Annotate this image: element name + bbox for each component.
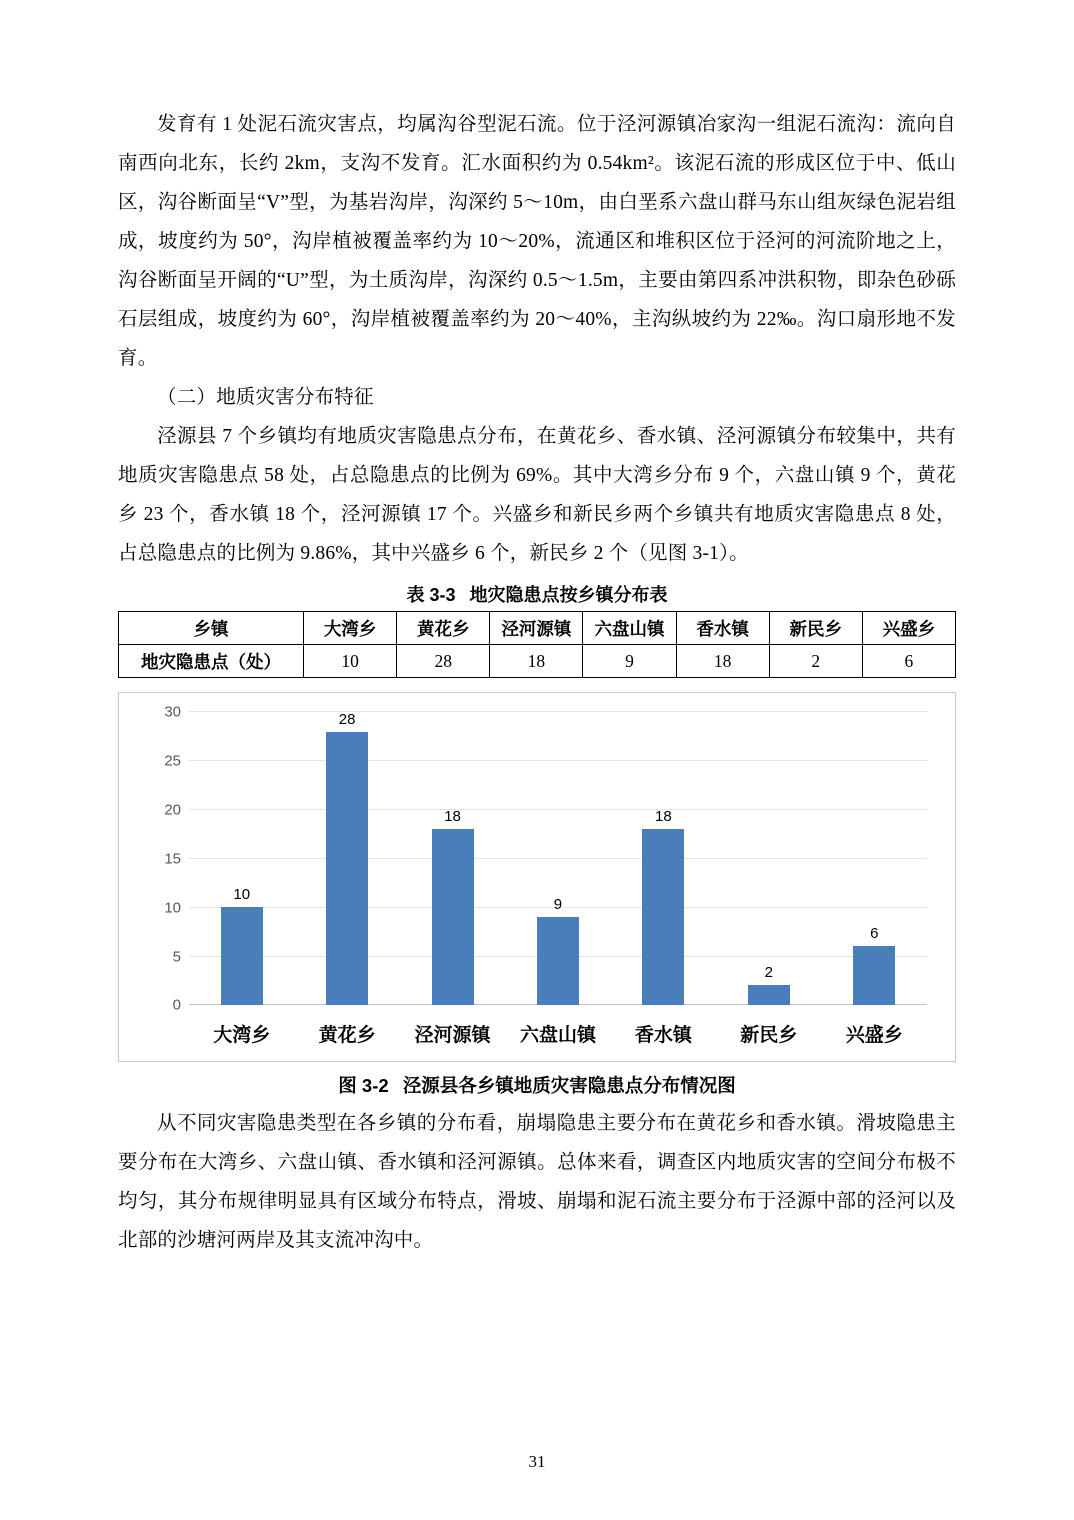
bar-value-label: 9 xyxy=(553,895,563,913)
y-tick-label: 5 xyxy=(172,948,181,966)
bar xyxy=(537,917,579,1005)
chart-plot-area xyxy=(164,703,927,1014)
bar xyxy=(326,732,368,1005)
figure-caption-number: 图 3-2 xyxy=(338,1075,389,1096)
bar xyxy=(221,907,263,1005)
table-header-cell: 六盘山镇 xyxy=(583,612,676,645)
x-tick-label: 新民乡 xyxy=(740,1025,798,1046)
table-header-cell: 兴盛乡 xyxy=(862,612,955,645)
x-tick-label: 香水镇 xyxy=(634,1025,692,1046)
bar xyxy=(853,946,895,1005)
x-tick-label: 泾河源镇 xyxy=(414,1025,491,1046)
y-tick-label: 15 xyxy=(164,850,181,868)
x-tick-label: 六盘山镇 xyxy=(519,1025,596,1046)
table-cell: 28 xyxy=(397,645,490,678)
table-caption xyxy=(118,581,956,607)
table-header-cell: 地灾隐患点（处） xyxy=(119,645,304,678)
table-row xyxy=(119,612,956,645)
section-heading-distribution: （二）地质灾害分布特征 xyxy=(157,387,374,408)
bar-chart xyxy=(118,692,956,1062)
bar-series xyxy=(189,711,927,1005)
table-caption-title: 地灾隐患点按乡镇分布表 xyxy=(469,585,668,605)
bar-value-label: 18 xyxy=(444,807,461,825)
paragraph-distribution: 泾源县 7 个乡镇均有地质灾害隐患点分布，在黄花乡、香水镇、泾河源镇分布较集中，共有地质灾害隐患点 58 处，占总隐患点的比例为 69%。其中大湾乡分布 9 个，六盘山镇 9 个，黄花乡 23 个，香水镇 18 个，泾河源镇 17 个。兴盛乡和新民乡两个乡镇共有地质灾害隐患点 8 处，占总隐患点的比例为 9.86%，其中兴盛乡 6 个，新民乡 2 个（见图 3-1）。 xyxy=(118,426,956,564)
figure-caption xyxy=(118,1072,956,1098)
figure-caption-title: 泾源县各乡镇地质灾害隐患点分布情况图 xyxy=(402,1075,736,1096)
bar-value-label: 18 xyxy=(655,807,672,825)
bar-value-label: 10 xyxy=(233,886,251,904)
table-cell: 18 xyxy=(490,645,583,678)
bar-column xyxy=(408,711,498,1005)
bar-column xyxy=(618,711,708,1005)
bar-column xyxy=(829,711,919,1005)
x-tick-label: 黄花乡 xyxy=(318,1025,376,1046)
y-tick-label: 0 xyxy=(172,996,181,1014)
table-header-cell: 泾河源镇 xyxy=(490,612,583,645)
distribution-table xyxy=(118,611,956,678)
x-tick-label: 大湾乡 xyxy=(213,1025,271,1046)
table-header-cell: 乡镇 xyxy=(119,612,304,645)
table-header-cell: 黄花乡 xyxy=(397,612,490,645)
x-tick-label: 兴盛乡 xyxy=(845,1025,903,1046)
table-header-cell: 香水镇 xyxy=(676,612,769,645)
y-tick-label: 25 xyxy=(164,752,181,770)
paragraph-type-distribution: 从不同灾害隐患类型在各乡镇的分布看，崩塌隐患主要分布在黄花乡和香水镇。滑坡隐患主要分布在大湾乡、六盘山镇、香水镇和泾河源镇。总体来看，调查区内地质灾害的空间分布极不均匀，其分布规律明显具有区域分布特点，滑坡、崩塌和泥石流主要分布于泾源中部的泾河以及北部的沙塘河两岸及其支流冲沟中。 xyxy=(118,1113,956,1251)
bar-column xyxy=(513,711,603,1005)
page-number: 31 xyxy=(528,1452,546,1471)
x-axis-labels xyxy=(189,1020,927,1047)
bar xyxy=(748,985,790,1005)
table-caption-number: 表 3-3 xyxy=(406,585,456,605)
table-row xyxy=(119,645,956,678)
bar-value-label: 28 xyxy=(338,711,356,728)
paragraph-debris-flow: 发育有 1 处泥石流灾害点，均属沟谷型泥石流。位于泾河源镇冶家沟一组泥石流沟：流向自南西向北东，长约 2km，支沟不发育。汇水面积约为 0.54km²。该泥石流的形成区位于中、低山区，沟谷断面呈“V”型，为基岩沟岸，沟深约 5～10m，由白垩系六盘山群马东山组灰绿色泥岩组成，坡度约为 50°，沟岸植被覆盖率约为 10～20%，流通区和堆积区位于泾河的河流阶地之上，沟谷断面呈开阔的“U”型，为土质沟岸，沟深约 0.5～1.5m，主要由第四系冲洪积物，即杂色砂砾石层组成，坡度约为 60°，沟岸植被覆盖率约为 20～40%，主沟纵坡约为 22‰。沟口扇形地不发育。 xyxy=(118,114,956,369)
bar-column xyxy=(197,711,287,1005)
bar-column xyxy=(302,711,392,1005)
bar xyxy=(432,829,474,1005)
table-header-cell: 大湾乡 xyxy=(304,612,397,645)
bar-column xyxy=(724,711,814,1005)
y-tick-label: 20 xyxy=(164,801,181,819)
table-cell: 2 xyxy=(769,645,862,678)
table-cell: 10 xyxy=(304,645,397,678)
y-tick-label: 10 xyxy=(164,899,181,917)
bar xyxy=(642,829,684,1005)
table-cell: 18 xyxy=(676,645,769,678)
bar-value-label: 6 xyxy=(870,925,879,943)
table-cell: 6 xyxy=(862,645,955,678)
bar-value-label: 2 xyxy=(764,964,773,982)
y-tick-label: 30 xyxy=(164,703,181,721)
table-cell: 9 xyxy=(583,645,676,678)
table-header-cell: 新民乡 xyxy=(769,612,862,645)
